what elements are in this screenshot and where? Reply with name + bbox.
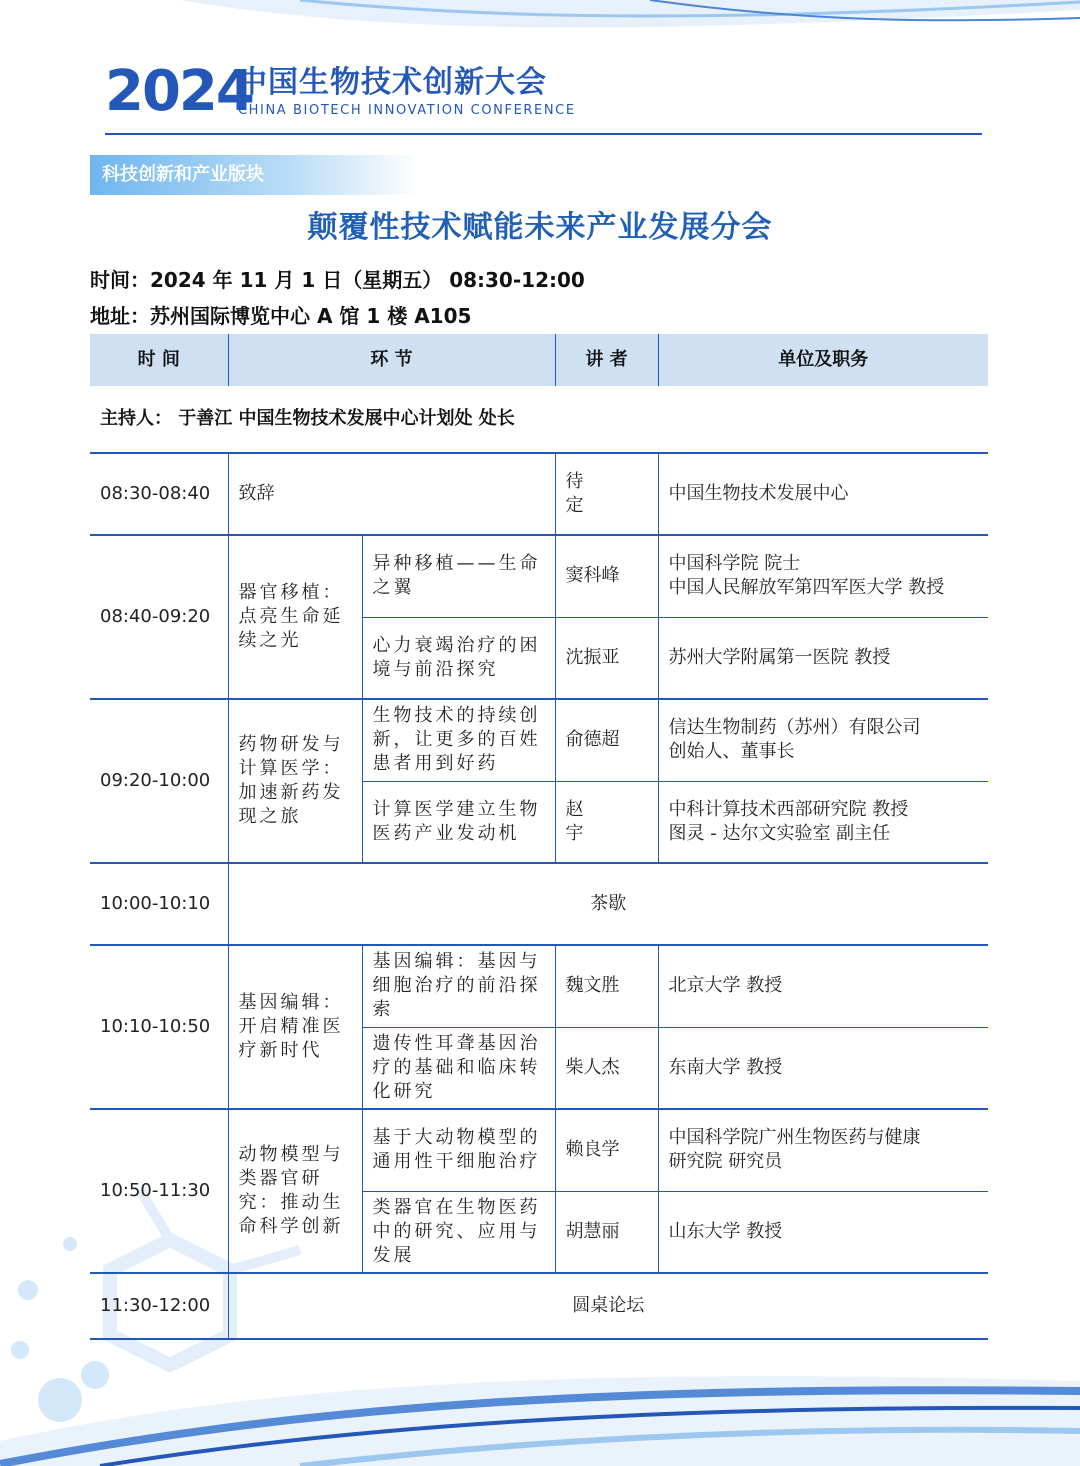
- talk-topic: 异种移植——生命之翼: [362, 535, 555, 617]
- table-row: [90, 699, 988, 781]
- talk-topic: 心力衰竭治疗的困境与前沿探究: [362, 617, 555, 699]
- talk-org: 东南大学 教授: [658, 1027, 988, 1109]
- talk-speaker: 柴人杰: [555, 1027, 658, 1109]
- row-time: 09:20-10:00: [90, 699, 228, 863]
- talk-org: 苏州大学附属第一医院 教授: [658, 617, 988, 699]
- session-name: 基因编辑：开启精准医疗新时代: [228, 945, 362, 1109]
- conference-name-cn: 中国生物技术创新大会: [237, 65, 547, 100]
- row-time: 08:30-08:40: [100, 483, 211, 504]
- talk-topic: 类器官在生物医药中的研究、应用与发展: [362, 1191, 555, 1273]
- header-time: 时 间: [90, 334, 228, 386]
- break-label: 圆桌论坛: [228, 1273, 988, 1339]
- talk-speaker: 胡慧丽: [555, 1191, 658, 1273]
- row-time: 10:10-10:50: [90, 945, 228, 1109]
- talk-topic: 遗传性耳聋基因治疗的基础和临床转化研究: [362, 1027, 555, 1109]
- row-time: 10:00-10:10: [100, 893, 211, 914]
- section-tag: [90, 155, 420, 195]
- header-divider: [105, 133, 982, 135]
- table-row: [90, 863, 988, 945]
- talk-org: 山东大学 教授: [658, 1191, 988, 1273]
- host-text: 主持人： 于善江 中国生物技术发展中心计划处 处长: [90, 386, 988, 453]
- event-address: 地址：苏州国际博览中心 A 馆 1 楼 A105: [90, 304, 472, 328]
- header-speaker: 讲 者: [555, 334, 658, 386]
- row-time: 08:40-09:20: [90, 535, 228, 699]
- page-title: 颠覆性技术赋能未来产业发展分会: [307, 210, 773, 245]
- talk-topic: 基于大动物模型的通用性干细胞治疗: [362, 1109, 555, 1191]
- header-org: 单位及职务: [658, 334, 988, 386]
- talk-org: 中国科学院 院士 中国人民解放军第四军医大学 教授: [658, 535, 988, 617]
- agenda-table: [90, 334, 988, 1340]
- table-header-row: [90, 334, 988, 386]
- talk-speaker: 魏文胜: [555, 945, 658, 1027]
- talk-topic: 基因编辑：基因与细胞治疗的前沿探索: [362, 945, 555, 1027]
- row-time: 11:30-12:00: [100, 1295, 211, 1316]
- talk-speaker: 沈振亚: [555, 617, 658, 699]
- row-time: 10:50-11:30: [90, 1109, 228, 1273]
- conference-name-en: CHINA BIOTECH INNOVATION CONFERENCE: [238, 103, 576, 118]
- session-name: 药物研发与计算医学：加速新药发现之旅: [228, 699, 362, 863]
- row-speaker: 待 定: [555, 453, 658, 535]
- talk-speaker: 赵 宇: [555, 781, 658, 863]
- talk-topic: 计算医学建立生物医药产业发动机: [362, 781, 555, 863]
- session-name: 动物模型与类器官研究：推动生命科学创新: [228, 1109, 362, 1273]
- break-label: 茶歇: [228, 863, 988, 945]
- table-row: [90, 945, 988, 1027]
- top-wave-decoration: [0, 0, 1080, 60]
- table-row: [90, 1109, 988, 1191]
- talk-speaker: 俞德超: [555, 699, 658, 781]
- bottom-wave-decoration: [0, 1346, 1080, 1466]
- table-row: [90, 535, 988, 617]
- header-session: 环 节: [228, 334, 555, 386]
- row-org: 中国生物技术发展中心: [658, 453, 988, 535]
- talk-org: 中国科学院广州生物医药与健康 研究院 研究员: [658, 1109, 988, 1191]
- talk-org: 信达生物制药（苏州）有限公司 创始人、董事长: [658, 699, 988, 781]
- talk-org: 中科计算技术西部研究院 教授 图灵 - 达尔文实验室 副主任: [658, 781, 988, 863]
- table-row: [90, 453, 988, 535]
- event-time: 时间：2024 年 11 月 1 日（星期五） 08:30-12:00: [90, 268, 585, 292]
- talk-speaker: 赖良学: [555, 1109, 658, 1191]
- talk-topic: 生物技术的持续创新，让更多的百姓患者用到好药: [362, 699, 555, 781]
- section-tag-label: 科技创新和产业版块: [102, 164, 264, 185]
- conference-year: 2024: [105, 59, 253, 124]
- table-row: [90, 1273, 988, 1339]
- talk-speaker: 窦科峰: [555, 535, 658, 617]
- host-row: [90, 386, 988, 453]
- session-name: 器官移植：点亮生命延续之光: [228, 535, 362, 699]
- talk-org: 北京大学 教授: [658, 945, 988, 1027]
- row-topic: 致辞: [228, 453, 555, 535]
